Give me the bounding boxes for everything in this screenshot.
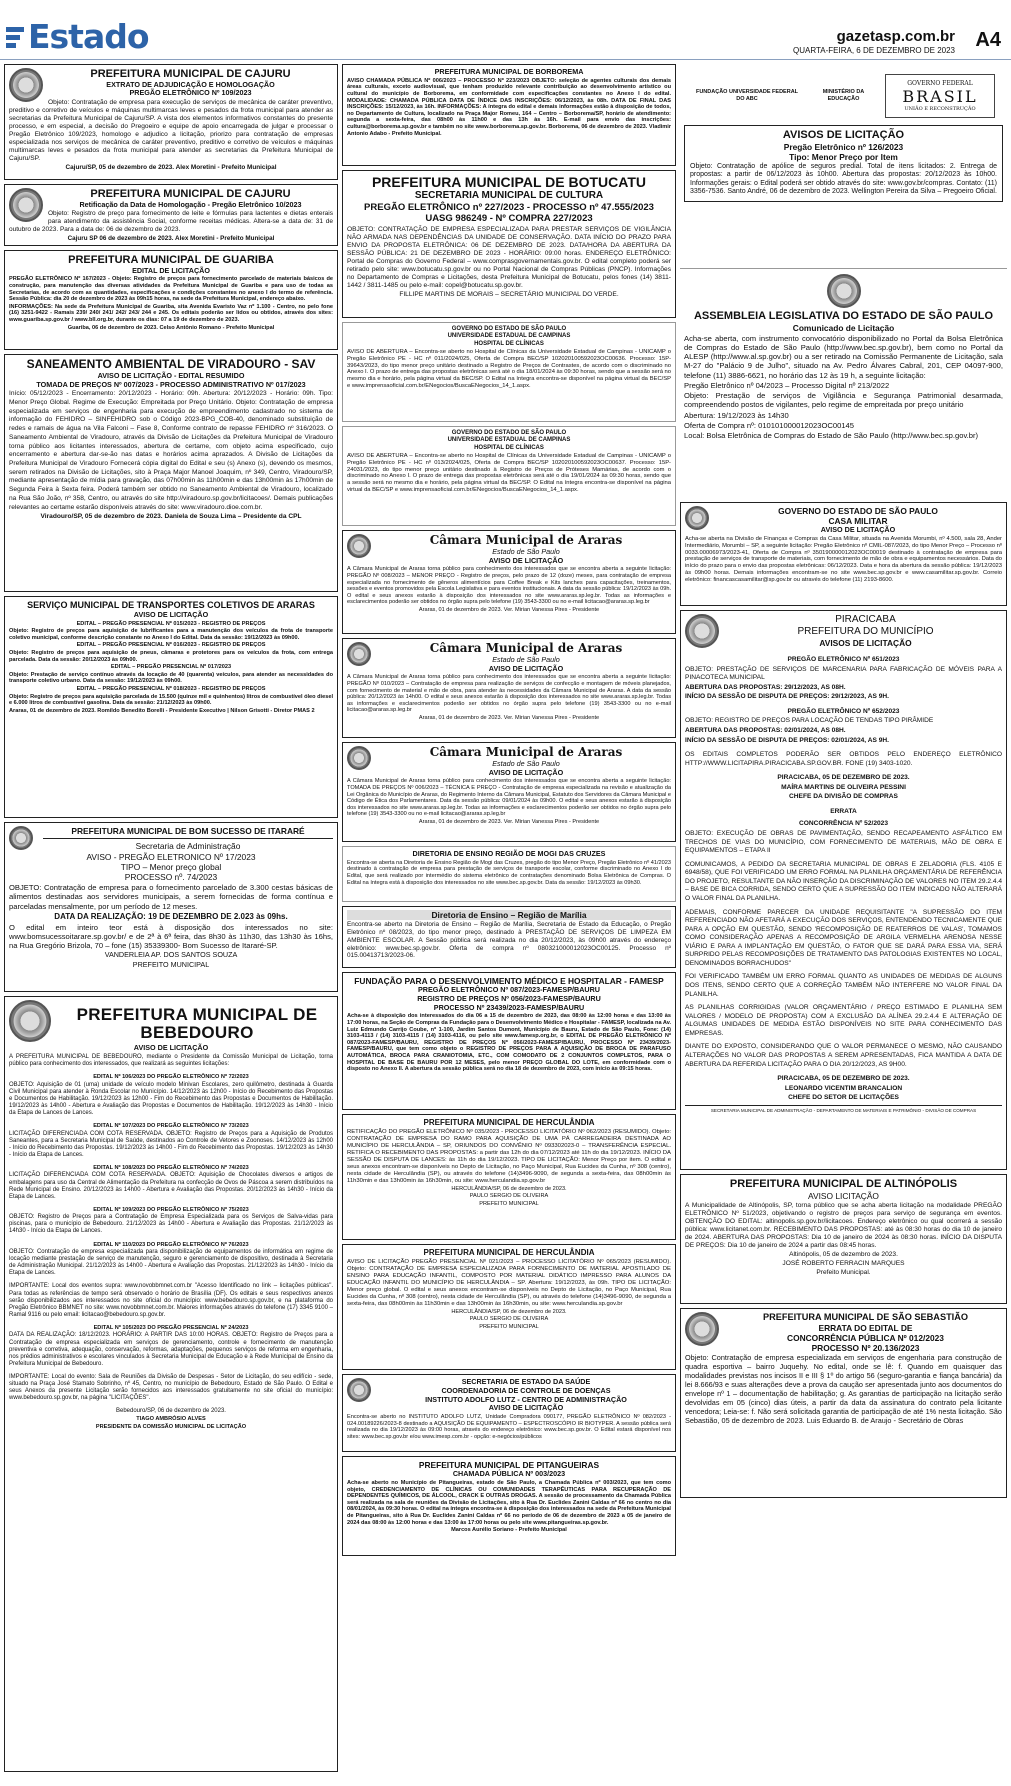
notice-line: Objeto: Prestação de serviços de Vigilância e Segurança Patrimonial desarmada, compreendendo postos de vigilantes, pelo regime de empreitada por preço unitário [684,391,1003,410]
state-seal-icon [347,1378,371,1402]
institution-label: FUNDAÇÃO UNIVERSIDADE FEDERAL DO ABC [695,89,799,102]
notice-subtitle: SECRETARIA MUNICIPAL DE CULTURA [414,190,604,202]
city-seal-icon [9,188,43,222]
edital-heading: EDITAL Nº 108/2023 DO PREGÃO ELETRÔNICO Nº 74/2023 [93,1164,249,1171]
notice-signature-role: PREFEITO MUNICIPAL [479,1200,539,1207]
notice-body: PREGÃO ELETRÔNICO Nº 167/2023 - Objeto: Registro de preços para fornecimento parcelado de materiais básicos de construção, para manutenção das diversas atividades da Prefeitura Municipal de Guariba e para uso de todas as Secretarias, de acordo com as quantidades, especificações e condições constantes no anexo I do termo de referência. Sessão Pública: dia 20 de dezembro de 2023 às 09h15 horas, na sede da Prefeitura Municipal, endereço abaixo. [9,276,333,303]
notice-body: OBJETO: Contratação de empresa para o fornecimento parcelado de 3.300 cestas básicas de alimentos destinadas aos servidores municipais, a serem fornecidas de forma contínua e parceladas mensalmente, por um período de 12 meses. [9,883,333,911]
edital-block [9,1207,333,1236]
notice-subtitle: TOMADA DE PREÇOS Nº 007/2023 - PROCESSO ADMINISTRATIVO Nº 017/2023 [36,379,306,389]
notice-signature-name: TIAGO AMBRÓSIO ALVES [136,1416,206,1423]
notice-subtitle: REGISTRO DE PREÇOS Nº 056/2023-FAMESP/BAURU [417,993,601,1003]
notice-signature-role: PREFEITO MUNICIPAL [479,1323,539,1330]
pregao-object: OBJETO: REGISTRO DE PREÇOS PARA LOCAÇÃO DE TENDAS TIPO PIRÂMIDE [685,717,934,725]
edital-heading: EDITAL Nº 110/2023 DO PREGÃO ELETRÔNICO Nº 76/2023 [93,1241,249,1248]
notice-subtitle: Secretaria de Administração [135,841,241,852]
brand-line: GOVERNO FEDERAL [907,79,973,87]
notice-title: DIRETORIA DE ENSINO REGIÃO DE MOGI DAS CRUZES [412,849,606,858]
notice-subtitle: AVISO DE LICITAÇÃO [820,525,896,535]
edital-text: DATA DA REALIZAÇÃO: 18/12/2023. HORÁRIO: A PARTIR DAS 10:00 HORAS. OBJETO: Registro de Preços para a Contratação de empresa especializada em serviços de gerenciamento, controle e fornecimento de manutenção preventiva e corretiva, adequação, conservação, reformas, adaptações, pequenos serviços de reforma em engenharia, nos prédios administrativos e escolares vinculados à Secretaria Municipal de Educação e à Rede Municipal de Ensino da Prefeitura Municipal de Bebedouro. [9,1332,333,1367]
notice-body: Acha-se aberto no Município de Pitangueiras, estado de São Paulo, a Chamada Pública nº 003/2023, que tem como objeto, CREDENCIAMENTO DE CLÍNICAS OU COMUNIDADES TERAPÊUTICAS PARA RECUPERAÇÃO DE DEPENDENTES QUÍMICOS, DE ÁLCOOL, CRACK E OUTRAS DROGAS. A sessão de processamento da Chamada Pública será realizada na sala de reuniões da Divisão de Licitações, sito à Rua Dr. Euclides Zanini Caldas nº 66 no centro no dia 08/01/2024, às 09:30 horas. O edital na íntegra encontra-se à disposição dos interessados na sede da Prefeitura Municipal de Pitangueiras, sito à Rua Dr. Euclides Zanini Caldas nº 66 no período de 06 de dezembro de 2023 a 05 de janeiro de 2024 das 08:00 às 12:00 horas e das 13:00 às 17:00 horas ou pelo site www.pitangueiras.sp.gov.br. [347,1480,671,1526]
notice-araras-camara-3 [342,742,676,842]
notice-viradouro [4,354,338,592]
notice-signature-name: MAÍRA MARTINS DE OLIVEIRA PESSINI [781,783,906,791]
notice-subtitle: PREGÃO ELETRÔNICO Nº 109/2023 [129,88,252,98]
city-seal-icon [9,1000,51,1042]
column-1 [4,64,338,1776]
concorrencia-heading: CONCORRÊNCIA Nº 52/2023 [798,820,888,828]
notice-signature-name: JOSÉ ROBERTO FERRACIN MARQUES [782,1259,905,1267]
edital-text: OBJETO: Registro de Preços para a Contratação de Empresa Especializada para os Serviços de Salva-vidas para piscinas, para o município de Bebedouro. 21/12/2023 às 14h00 - Abertura e Avaliação das Propostas. 21/12/2023 às 14h30 - Início da Etapa de Lances. [9,1214,333,1235]
notice-state: Estado de São Paulo [492,546,560,556]
column-2 [342,64,676,1560]
notice-footer: SECRETARIA MUNICIPAL DE ADMINISTRAÇÃO - DEPARTAMENTO DE MATERIAIS E PATRIMÔNIO - DIVISÃO DE COMPRAS [710,1107,977,1113]
notice-body: Encontra-se aberto na Diretoria de Ensino – Região de Marília, Secretaria de Estado da Educação, o Pregão Eletrônico nº 08/2023, do tipo menor preço, destinado à PRESTAÇÃO DE SERVIÇOS DE LIMPEZA EM AMBIENTE ESCOLAR. A Sessão pública será realizada no dia 20/12/2023, às 09h00 através do endereço eletrônico: www.bec.sp.gov.br. Oferta de compra nº 080321000012023OC00125. Processo nº 015.00413713/2023-06. [347,921,671,960]
edital-heading: EDITAL Nº 105/2023 DO PREGÃO PRESENCIAL Nº 24/2023 [93,1324,249,1331]
notice-title: AVISOS DE LICITAÇÃO [782,129,905,141]
pregao-session: INÍCIO DA SESSÃO DE DISPUTA DE PREÇOS: 29/12/2023, AS 9H. [685,693,889,701]
edital-text: Objeto: Prestação de serviço contínuo através da locação de 40 (quarenta) veículos, para atender as necessidades do transporte coletivo urbano. Data da sessão: 19/12/2023 às 09h00. [9,671,333,685]
notice-body: Acha-se à disposição dos interessados do dia 06 a 15 de dezembro de 2023, das 08:00 às 12:00 horas e das 13:00 às 17:00 horas, na Seção de Compras da Fundação para o Desenvolvimento Médico e Hospitalar - FAMESP, localizada na Av. Luiz Edmundo Carrijo Coube, nº 1-100, Jardim Santos Dumont, Município de Bauru, Estado de São Paulo, Fone: (14) 3103-4113 / (14) 3103-4115 / (14) 3103-4116, ou pelo site www.famesp.org.br, o EDITAL DE PREGÃO ELETRÔNICO Nº 087/2023-FAMESP/BAURU, REGISTRO DE PREÇOS Nº 056/2023-FAMESP/BAURU, PROCESSO Nº 23439/2023-FAMESP/BAURU, que tem como objeto o REGISTRO DE PREÇOS PARA A AQUISIÇÃO DE BROCA DE PARAFUSO AUTOMÁTICA, BROCA PARA CRANIOTOMIA, ETC., COM COMODATO DE 2 CONJUNTOS COMPLETOS, PARA O HOSPITAL DE BASE DE BAURU POR 12 MESES, pelo menor PREÇO GLOBAL DO LOTE, em conformidade com o disposto no Anexo II. A abertura da sessão pública será no dia 18 de dezembro de 2023, com início às 09:15 horas. [347,1013,671,1073]
notice-title: Diretoria de Ensino – Região de Marília [347,910,671,920]
notice-altinopolis [680,1174,1007,1304]
notice-famesp [342,972,676,1110]
notice-title: PREFEITURA MUNICIPAL DE SÃO SEBASTIÃO [762,1312,969,1322]
notice-body: Acha-se aberta na Divisão de Finanças e Compras da Casa Militar, situada na Avenida Morumbi, nº 4.500, sala 28, Ander Intermediário, Morumbi – SP, a seguinte licitação: Pregão Eletrônico nº CMIL-087/2023, do tipo Menor Preço – Processo nº 0033.00006973/2023-41, Oferta de Compra nº 350190000012023OC00019 destinado à contratação de empresa para prestação de serviços de transporte de materiais, com fornecimento de mão de obra e equipamentos necessários. Data do início do prazo para o envio das propostas eletrônicas: 06/12/2023. Data e hora da abertura da sessão pública: 19/12/2023 às 09h00 horas. Demais informações encontram-se no site www.bec.sp.gov.br e www.casamilitar.sp.gov.br. Correio eletrônico: financascasamilitar@sp.gov.br ou através do telefone (11) 2193-8600. [685,535,1002,583]
notice-subtitle: AVISO DE LICITAÇÃO [133,1043,209,1052]
city-seal-icon [347,746,371,770]
notice-body: Acha-se aberta, com instrumento convocatório disponibilizado no Portal da Bolsa Eletrônica de Compras do Estado de São Paulo (http://www.bec.sp.gov.br), bem como no Portal da ALESP (http://www.al.sp.gov.br) ou a ser retirado na Comissão Permanente de Licitação, sala M-27 do "Palácio 9 de Julho", situado na Av. Pedro Álvares Cabral, 201, CEP 04097-900, telefone (11) 3886-6621, no horário das 12 às 19 h, a seguinte licitação: [684,333,1003,380]
notice-body: A Câmara Municipal de Araras torna público para conhecimento dos interessados que se encontra aberta a seguinte licitação: PREGÃO Nº 008/2023 – MENOR PREÇO - Registro de preços, pelo prazo de 12 (doze) meses, para contratação de empresa especializada no fornecimento de gêneros alimentícios para Coffee Break e Kits lanches para capacitações, treinamentos, sessões e eventos promovidos pela Escola Legislativa e para eventos institucionais. A data da sessão pública: 19/12/2023 às 09h. O edital e seus anexos estarão à disposição dos interessados no site www.araras.sp.leg.br. Todas as informações e esclarecimentos poderão ser obtidos no órgão supra pelo telefone (19) 3543-3300 ou no e-mail licitacao@araras.sp.leg.br [347,566,671,606]
edital-heading: EDITAL Nº 106/2023 DO PREGÃO ELETRÔNICO Nº 72/2023 [93,1073,249,1080]
notice-subtitle: PROCESSO nº. 74/2023 [124,872,218,883]
city-seal-icon [685,1312,719,1346]
notice-araras-camara-2 [342,638,676,738]
notice-botucatu [342,170,676,318]
notice-unicamp-1 [342,322,676,422]
notice-title: PREFEITURA MUNICIPAL DE HERCULÂNDIA [423,1248,595,1257]
notice-line: Local: Bolsa Eletrônica de Compras do Estado de São Paulo (http://www.bec.sp.gov.br) [684,431,979,441]
notice-body: O edital em inteiro teor está à disposição dos interessados no site: www.bomsucessoitarare.sp.gov.br/ e de 2ª à 6ª feira, das 8h30 às 11h30, das 13h30 às 16hs, na Rua Gregório Brizola, 70 – fone (15) 35339300- Bom Sucesso de Itararé-SP. [9,922,333,951]
pregao-session: INÍCIO DA SESSÃO DE DISPUTA DE PREÇOS: 02/01/2024, AS 9H. [685,736,889,744]
ministry-label: MINISTÉRIO DA EDUCAÇÃO [822,89,865,102]
edital-text: OBJETO: Contratação de empresa especializada para disponibilização de equipamentos de informática em regime de locação mediante prestação de serviço de manutenção, seguro e gerenciamento de dispositivo, destinada à Secretaria de Administração Municipal. 21/12/2023 às 14h00 - Abertura e Avaliação das Propostas. 21/12/2023 às 14h30 - Início da Etapa de Lances. [9,1249,333,1277]
edital-block [9,1074,333,1117]
notice-signature: Altinópolis, 05 de dezembro de 2023. [789,1250,898,1258]
notice-body: A Câmara Municipal de Araras torna público para conhecimento dos interessados que se encontra aberta a seguinte licitação: TOMADA DE PREÇOS Nº 006/2023 – TÉCNICA E PREÇO - Contratação de empresa especializada na revisão e atualização da Lei Orgânica do Município de Araras, do Regimento Interno da Câmara Municipal, Estatuto dos Servidores da Câmara Municipal e Código de Ética dos Parlamentares. Data da sessão pública: 09/01/2024 às 09h00. O edital e seus anexos estarão à disposição dos interessados no site www.araras.sp.leg.br. Todas as informações e esclarecimentos poderão ser obtidos no órgão supra pelo telefone (19) 3543-3300 ou no e-mail licitacao@araras.sp.leg.br [347,778,671,818]
notice-title: PREFEITURA MUNICIPAL DE GUARIBA [68,254,274,266]
notice-line: Abertura: 19/12/2023 às 14h30 [684,410,789,420]
city-seal-icon [347,642,371,666]
notice-subtitle: Pregão Eletrônico nº 126/2023 [783,141,904,152]
notice-subtitle: Tipo: Menor Preço por Item [789,151,898,162]
notice-signature: Araras, 01 de dezembro de 2023. Ver. Mirian Vanessa Pires - Presidente [418,818,600,825]
notice-cajuru-2 [4,184,338,246]
notice-subtitle: AVISOS DE LICITAÇÃO [819,638,912,648]
notice-title: PREFEITURA MUNICIPAL DE ALTINÓPOLIS [729,1178,958,1190]
notice-signature-name: PAULO SERGIO DE OLIVEIRA [469,1316,549,1323]
notice-signature: FILLIPE MARTINS DE MORAIS – SECRETÁRIO MUNICIPAL DO VERDE. [399,291,619,299]
edital-text: Objeto: Registro de preços para aquisição de pneus, câmaras e protetores para os veículos da frota, com entrega parcelada. Data da sessão: 20/12/2023 às 09h00. [9,649,333,663]
notice-subtitle: AVISO DE LICITAÇÃO [488,663,564,673]
notice-title: PREFEITURA MUNICIPAL DE PITANGUEIRAS [418,1460,600,1470]
column-3 [680,64,1007,1502]
notice-subtitle: PREGÃO ELETRÔNICO Nº 087/2023-FAMESP/BAURU [418,985,600,995]
editais-info: OS EDITAIS COMPLETOS PODERÃO SER OBTIDOS PELO ENDEREÇO ELETRÔNICO HTTP://WWW.LICITAPIRA.PIRACICABA.SP.GOV.BR. FONE (19) 3403-1020. [685,751,1002,767]
notice-signature-name: LEONARDO VICENTIM BRANCALION [784,1084,903,1092]
notice-title: FUNDAÇÃO PARA O DESENVOLVIMENTO MÉDICO E HOSPITALAR - FAMESP [354,976,664,986]
notice-title: PREFEITURA MUNICIPAL DE BORBOREMA [434,67,584,76]
notice-bebedouro [4,996,338,1772]
notice-header: HOSPITAL DE CLÍNICAS [474,340,544,347]
notice-guariba [4,250,338,350]
notice-title: Câmara Municipal de Araras [429,533,623,547]
errata-paragraph: AS PLANILHAS CORRIGIDAS (VALOR ORÇAMENTÁRIO / PREÇO ESTIMADO E PLANILHA SEM VALORES / MODELO DE PROPOSTA) COM A EXCLUSÃO DA ALÍNEA 29.2.4.4 E ALTERAÇÃO DE ALGUMAS UNIDADES DE MEDIDA ESTÃO DISPONÍVEIS NO SITE PARA CONHECIMENTO DAS EMPRESAS. [685,1004,1002,1037]
notice-subtitle: AVISO - PREGÃO ELETRONICO Nº 17/2023 [86,852,256,862]
notice-signature-name: PAULO SERGIO DE OLIVEIRA [469,1193,549,1200]
notice-title: ASSEMBLEIA LEGISLATIVA DO ESTADO DE SÃO PAULO [693,310,994,322]
notice-title: PREFEITURA MUNICIPAL DE BOM SUCESSO DE ITARARÉ [71,826,305,836]
notice-line: Oferta de Compra nº: 010101000012023OC00145 [684,420,854,430]
notice-header: CASA MILITAR [828,516,888,527]
notice-cajuru-1 [4,64,338,180]
errata-paragraph: DIANTE DO EXPOSTO, CONSIDERANDO QUE O VALOR PERMANECE O MESMO, NÃO CAUSANDO ALTERAÇÕES NO VALOR DAS PROPOSTAS A SEREM APRESENTADAS, FICA MANTIDA A DATA DE ABERTURA DA REFERIDA LICITAÇÃO PARA O DIA 20/12/2023, AS 9H00. [685,1043,1002,1068]
notice-subtitle: AVISO DE LICITAÇÃO [488,1403,564,1413]
notice-body: AVISO DE LICITAÇÃO PREGÃO PRESENCIAL Nº 021/2023 – PROCESSO LICITATÓRIO Nº 065/2023 (RESUMIDO). Objeto: CONTRATAÇÃO DE EMPRESA ESPECIALIZADA PARA FORNECIMENTO DE MATERIAL APOSTILADO DE ENSINO PARA EDUCAÇÃO INFANTIL, COMPOSTO POR MATERIAL DIDÁTICO IMPRESSO PARA ALUNOS DA EDUCAÇÃO INFANTIL DO MUNICÍPIO DE HERCULÂNDIA – SP. Abertura: 19/12/2023, às 09h. TIPO DE LICITAÇÃO: Menor preço global. O edital e seus anexos encontram-se disponíveis no Depto de Licitação, no Paço Municipal, Rua Eucides da Cunha, nº 308 (centro), nesta cidade de Herculândia (SP), ou através do telefone (14)3496-9090, de segunda a sexta-feira, das 08h00min às 11h30min e das 13h00min às 16h30min, ou site: www.herculandia.sp.gov.br [347,1258,671,1307]
notice-important: IMPORTANTE: Local do evento: Sala de Reuniões da Divisão de Despesas - Setor de Licitação, do seu edifício - sede, situado na Praça José Stamato Sobrinho, nº 45, Centro, no município de Bebedouro, Estado de São Paulo. O Edital e seus Anexos da presente Licitação serão fornecidos aos interessados gratuitamente no site oficial do município: www.bebedouro.sp.gov.br, na página "LICITAÇÕES". [9,1373,333,1402]
notice-body: AVISO CHAMADA PÚBLICA Nº 006/2023 – PROCESSO Nº 223/2023 OBJETO: seleção de agentes culturais dos demais áreas culturais, exceto audiovisual, que tenham produzido relevante contribuição ao desenvolvimento artístico ou cultural do município de Borborema, em conformidade com especificações constantes no Anexo I do edital. MODALIDADE: CHAMADA PÚBLICA DATA DE ÍNDICE DAS INSCRIÇÕES: 06/12/2023, às 08h. DATA DE FINAL DAS INSCRIÇÕES: 15/12/2023, às 16h. INFORMAÇÕES: A íntegra do edital e demais informações estão à disposição de todos, no Departamento de Cultura, localizado na Praça Major Romeu, 164 – Centro – Borborema/SP, horário de atendimento: segunda a sexta-feira, das 08h00 às 11h00 e das 13h às 16h. E-mail para envio das inscrições: cultura@borborema.sp.gov.br e também no site www.borborema.sp.gov.br. Borborema, 06 de dezembro de 2023. Vladimir Antonio Adabo - Prefeito Municipal. [347,77,671,137]
notice-signature-role: PRESIDENTE DA COMISSÃO MUNICIPAL DE LICITAÇÃO [95,1423,247,1430]
edital-heading: EDITAL – PREGÃO PRESENCIAL Nº 018/2023 - REGISTRO DE PREÇOS [76,685,266,692]
notice-header: UNIVERSIDADE ESTADUAL DE CAMPINAS [447,437,571,444]
notice-subtitle: EXTRATO DE ADJUDICAÇÃO E HOMOLOGAÇÃO [106,79,275,89]
notice-body: A Câmara Municipal de Araras torna público para conhecimento dos interessados que se encontra aberta a seguinte licitação: PREGÃO Nº 010/2023 – Contratação de empresa para realização de serviços de confecção e montagem de móveis planejados, com fornecimento de material e mão de obra, para atender às necessidades da Câmara Municipal de Araras. A data da sessão pública: 20/12/2023 às 14h00. O edital e seus anexos estarão à disposição dos interessados no site www.araras.sp.leg.br. Todas as informações e esclarecimentos poderão ser obtidos no órgão supra pelo telefone (19) 3543-3300 ou no e-mail licitacao@araras.sp.leg.br [347,674,671,714]
edital-block [9,1123,333,1159]
state-seal-icon [827,274,861,308]
notice-subtitle: AVISO DE LICITAÇÃO [488,767,564,777]
notice-mogi [342,846,676,902]
notice-signature: Araras, 01 de dezembro de 2023. Ver. Mirian Vanessa Pires - Presidente [418,606,600,613]
notice-body: Objeto: Contratação de empresa especializada em serviços de engenharia para construção de quadra esportiva – bairro Juquehy. No edital, onde se lê: f. Quando em quaisquer das modalidades previstas nos incisos II e III § 1º do artigo 56 (seguro-garantia e fiança bancária) da lei 8.666/93 e suas alterações deve a prova da caução ser apresentada junto aos documentos do envelope nº 1 – documentação de habilitação; g. As garantias de participação na licitação serão devolvidas em 05 (cinco) dias úteis, a partir da data da assinatura do contrato pela licitante vencedora; Leia-se: f. Não será solicitada garantia de participação de até 1% nesta licitação. São Sebastião, 05 de dezembro de 2023. Luis Eduardo B. de Araujo - Secretário de Obras [685,1353,1002,1425]
notice-ufabc [680,64,1007,264]
notice-signature: Cajuru SP 06 de dezembro de 2023. Alex Moretini - Prefeito Municipal [67,235,275,243]
notice-subtitle: PROCESSO Nº 20.136/2023 [811,1343,920,1354]
notice-title: Câmara Municipal de Araras [429,641,623,655]
notice-araras-camara-1 [342,530,676,634]
notice-signature: VANDERLEIA AP. DOS SANTOS SOUZA [104,950,238,960]
notice-signature: Viradouro/SP, 05 de dezembro de 2023. Daniela de Souza Lima – Presidente da CPL [40,513,302,521]
notice-body: AVISO DE ABERTURA – Encontra-se aberto no Hospital de Clínicas da Universidade Estadual de Campinas - UNICAMP o Pregão Eletrônico PE - HC nº 013/2024/025, Oferta de Compra BEC/SP 102020100592023OC00637. Processo: 15P-24031/2023, do tipo menor preço unitário destinado à Registro de Preços de Próteses Mamárias, de acordo com o discriminado no Anexo I. O prazo de entrega das propostas eletrônicas será até o dia 19/01/2024 às 09:30 horas, sendo que a sessão será no mesmo dia e horário, pela página virtual da BEC/SP. O Edital na íntegra encontra-se disponível na página virtual da BEC/SP e www.imprensaoficial.com.br/ENegocios/BuscaENegocios_14_1.aspx. [347,452,671,494]
government-band [684,67,1003,125]
notice-body: Objeto: Contratação de empresa para execução de serviços de mecânica de caráter preventivo, preditivo e corretivo de veículos e máquinas multimarcas leves e pesados da frota municipal para atender as secretarias da Prefeitura Municipal de Cajuru/SP. A vista dos elementos informativos constantes do presente processo, e em especial, a decisão do Pregoeiro e equipe de apoio encarregada de julgar e processar o Pregão Eletrônico 109/2023, homologo e adjudico a licitação, priorizo para contratação de empresas especializada nos serviços de mecânica de caráter preventivo, preditivo e corretivo de veículos e máquinas multimarcas leves e pesados da frota municipal para atender as secretarias da Prefeitura Municipal de Cajuru/SP. [9,99,333,163]
notice-state: Estado de São Paulo [492,758,560,768]
city-seal-icon [9,68,43,102]
notice-date: DATA DA REALIZAÇÃO: 19 DE DEZEMBRO DE 2.023 às 09hs. [54,911,288,921]
notice-signature: Cajuru/SP, 05 de dezembro de 2023. Alex Moretini - Prefeito Municipal [65,164,277,172]
site-url[interactable]: gazetasp.com.br [836,28,955,45]
notice-signature: Bebedouro/SP, 06 de dezembro de 2023. [116,1408,226,1415]
notice-body: Objeto: Contratação de apólice de seguros predial. Total de itens licitados: 2. Entrega de propostas: a partir de 06/12/2023 às 10h00. Abertura das propostas: 20/12/2023 às 10h00. Informações gerais: o Edital poderá ser obtido através do site: www.gov.br/compras. Contato: (11) 3356-7536. Santo André, 06 de dezembro de 2023. Wellington Pereira da Silva – Pregoeiro Oficial. [690,162,997,196]
page-number: A4 [975,29,1001,51]
edital-text: OBJETO: Aquisição de 01 (uma) unidade de veículo modelo Minivan Escolares, zero quilômetro, destinada à Guarda Civil Municipal para atender à Ronda Escolar no Município. 14/12/2023 às 12h00 - Início do Recebimento das Propostas e Documentos de Habilitação. 19/12/2023 às 12h00 - Fim do Recebimento das Propostas e Documentos de Habilitação. 19/12/2023 às 14h00 - Abertura e Avaliação das Propostas e Documentos de Habilitação. 19/12/2023 às 14h30 - Início da Etapa de Lances de Lances. [9,1081,333,1116]
brand-tagline: UNIÃO E RECONSTRUÇÃO [904,106,976,113]
notice-bom-sucesso [4,822,338,992]
notice-marilia [342,906,676,968]
errata-paragraph: FOI VERIFICADO TAMBÉM UM ERRO FORMAL QUANTO AS UNIDADES DE MEDIDAS DE ALGUNS DOS ITENS, SENDO CERTO QUE A CORREÇÃO TAMBÉM NÃO INTERFERE NO VALOR FINAL DA PLANILHA. [685,973,1002,998]
notice-signature-role: Prefeito Municipal. [816,1268,871,1276]
notice-signature-role: PREFEITO MUNICIPAL [132,960,210,970]
notice-title-2: PREFEITURA DO MUNICÍPIO [797,626,934,637]
notice-subtitle: Retificação da Data de Homologação - Pregão Eletrônico 10/2023 [79,199,302,209]
notice-alesp [680,268,1007,498]
edital-block [9,1165,333,1201]
notice-date: PIRACICABA, 05 DE DEZEMBRO DE 2023. [777,1075,910,1083]
notice-subtitle: ERRATA DO EDITAL DE [818,1323,913,1334]
concorrencia-object: OBJETO: EXECUÇÃO DE OBRAS DE PAVIMENTAÇÃO, SENDO RECAPEAMENTO ASFÁLTICO EM TRECHOS DE VIAS DO MUNICÍPIO, COM FORNECIMENTO DE MATERIAIS, MÃO DE OBRA E EQUIPAMENTOS – ETAPA II [685,830,1002,855]
notice-pitangueiras [342,1456,676,1556]
brasil-logo [885,74,995,118]
notice-date: PIRACICABA, 05 DE DEZEMBRO DE 2023. [777,774,910,782]
errata-paragraph: ADEMAIS, CONFORME PARECER DA UNIDADE REQUISITANTE "A SUPRESSÃO DO ITEM REFERENCIADO NÃO AFETARÁ A EXECUÇÃO DOS SERVIÇOS, ENTENDENDO TECNICAMENTE QUE PARA A OPÇÃO EM QUESTÃO, SENDO 'RECOMPOSIÇÃO DE REATERROS DE VALAS', TOMAMOS COMO CONSIDERAÇÃO APENAS A RECOMPOSIÇÃO DE ARGILA VERMELHA ARENOSA NESSE VIÁRIO E PARA A IMPLANTAÇÃO EM QUESTÃO, O FATOR QUE SE DARÁ PARA ESSA VIA, SERÁ SURPRIDO PELAS RECOMPOSIÇÕES DE TRATAMENTO DAS PATOLOGIAS EXISTENTES NO LOCAL, DENOMINADOS BORRACHUDOS" [685,908,1002,967]
notice-subtitle: UASG 986249 - Nº COMPRA 227/2023 [425,213,593,225]
notice-signature: HERCULÂNDIA/SP, 06 de dezembro de 2023. [451,1308,567,1315]
city-seal-icon [9,826,33,850]
notice-body: AVISO DE ABERTURA – Encontra-se aberto no Hospital de Clínicas da Universidade Estadual de Campinas - UNICAMP o Pregão Eletrônico PE - HC nº 011/2024/025, Oferta de Compra BEC/SP 102020100592023OC00636. Processo: 15P-39643/2023, do tipo menor preço unitário destinado a Registro de Preços de Contrastes, de acordo com o discriminado no Anexo I. O prazo de entrega das propostas eletrônicas será até o dia 18/01/2024 às 09:30 horas, sendo que a sessão será no mesmo dia e horário, pela página virtual da BEC/SP. O Edital na íntegra encontra-se disponível na página virtual da BEC/SP e www.imprensaoficial.com.br/ENegocios/BuscaENegocios_14_1.aspx. [347,348,671,390]
state-seal-icon [685,506,709,530]
notice-title: SANEAMENTO AMBIENTAL DE VIRADOURO - SAV [26,357,316,371]
notice-subtitle: AVISO DE LICITAÇÃO - EDITAL RESUMIDO [97,370,245,380]
notice-header: UNIVERSIDADE ESTADUAL DE CAMPINAS [447,333,571,340]
notice-subtitle: TIPO – Menor preço global [120,862,222,873]
notice-title: PREFEITURA MUNICIPAL DE CAJURU [90,68,291,80]
notice-title: SERVIÇO MUNICIPAL DE TRANSPORTES COLETIVOS DE ARARAS [27,600,315,610]
notice-header: HOSPITAL DE CLÍNICAS [474,444,544,451]
notice-body: Encontra-se aberta na Diretoria de Ensino Região de Mogi das Cruzes, pregão do tipo Menor Preço, Pregão Eletrônico nº 41/2023 destinado à contratação de empresa para prestação de serviços de transporte escolar, conforme discriminado no Anexo I do Edital, que será realizado por intermédio do sistema eletrônico de contratações denominado Bolsa Eletrônica de Compras. O Edital na íntegra está à disposição dos interessados no site www.bec.sp.gov.br. Data da sessão: 19/12/2023 às 09h30. [347,859,671,886]
notice-header: COORDENADORIA DE CONTROLE DE DOENÇAS [441,1385,611,1395]
pregao-opening: ABERTURA DAS PROPOSTAS: 02/01/2024, AS 08H. [685,726,846,734]
notice-subtitle: EDITAL DE LICITAÇÃO [132,265,210,275]
edital-heading: EDITAL Nº 107/2023 DO PREGÃO ELETRÔNICO Nº 73/2023 [93,1122,249,1129]
notice-state: Estado de São Paulo [492,654,560,664]
notice-header: GOVERNO DO ESTADO DE SÃO PAULO [451,326,567,332]
notice-subtitle: PREGÃO ELETRÔNICO nº 227/2023 - PROCESSO nº 47.555/2023 [364,202,654,214]
edital-text: Objeto: Registro de preços para aquisição parcelada de 15.500 (quinze mil e quinhentos) litros de combustível óleo diesel e 6.000 litros de combustível gasolina. Data da sessão: 21/12/2023 às 09h00. [9,693,333,707]
notice-intro: A PREFEITURA MUNICIPAL DE BEBEDOURO, mediante o Presidente da Comissão Municipal de Licitação, torna público para conhecimento dos interessados, que realizará as seguintes licitações: [9,1053,333,1067]
edition-date: QUARTA-FEIRA, 6 DE DEZEMBRO DE 2023 [793,46,955,55]
notice-title: PREFEITURA MUNICIPAL DE BEBEDOURO [76,1005,318,1042]
notice-subtitle: CHAMADA PÚBLICA Nº 003/2023 [452,1469,566,1479]
notice-header: INSTITUTO ADOLFO LUTZ - CENTRO DE ADMINISTRAÇÃO [425,1394,627,1404]
notice-body: Encontra-se aberto no INSTITUTO ADOLFO LUTZ, Unidade Compradora 090177, PREGÃO ELETRÔNICO Nº 082/2023 - 024.00189226/2023-8 destinado a AQUISIÇÃO DE EQUIPAMENTO – ESPECTROSCÓPIO IR BIOTYPER. A sessão pública será realizada no dia 19/12/2023 às 09:00 horas, através do endereço eletrônico: www.bec.sp.gov.br. O Edital estará disponível nos sites: www.bec.sp.gov.br e/ou www.imesp.com.br - opção: e-negócios/públicos [347,1414,671,1440]
notice-araras-transportes [4,596,338,818]
notice-body: Objeto: Registro de preço para fornecimento de leite e fórmulas para lactentes e dietas enterais para atendimento da assistência Social, conforme receitas médicas. Altera-se a data de: 31 de outubro de 2023. Para a data de: 06 de dezembro de 2023. [9,210,333,234]
notice-subtitle: PROCESSO Nº 23439/2023-FAMESP/BAURU [433,1002,585,1012]
notice-info: INFORMAÇÕES: Na sede da Prefeitura Municipal de Guariba, sita Avenida Evaristo Vaz nº 1.100 - Centro, no pelo fone (16) 3251-9422 - Ramais 239/ 240/ 241/ 242/ 243/ 244 e 245. Os editais poderão ser lidos ou obtidos, através dos sites: www.guariba.sp.gov.br / www.bll.org.br, durante os dias: 07 a 19 de dezembro de 2023. [9,303,333,323]
notice-title: Câmara Municipal de Araras [429,745,623,759]
city-seal-icon [347,534,371,558]
notice-header: GOVERNO DO ESTADO DE SÃO PAULO [778,506,938,516]
notice-title: PREFEITURA MUNICIPAL DE BOTUCATU [371,174,647,190]
notice-body: OBJETO: CONTRATAÇÃO DE EMPRESA ESPECIALIZADA PARA PRESTAR SERVIÇOS DE VIGILÂNCIA NÃO ARMADA NAS DEPENDÊNCIAS DA UNIDADE DE CONSERVAÇÃO. DATA INÍCIO DO PRAZO PARA ENVIO DA PROPOSTA ELETRÔNICA: 06 DE DEZEMBRO DE 2023. DATA/HORA DA ABERTURA DA SESSÃO PÚBLICA: 21 DE DEZEMBRO DE 2023 - HORÁRIO: 09:00 horas. ENDEREÇO ELETRÔNICO: Portal de Compras do Governo Federal – www.comprasgovernamentais.gov.br. O edital completo poderá ser retirado pelo site: www.botucatu.sp.gov.br ou no Portal Nacional de Compras Públicas (PNCP). Informações no Departamento de Compras e Licitações, desta Prefeitura Municipal de Botucatu, pelos fones (14) 3811-1442 / 3811-1485 ou pelo e-mail: copel@botucatu.sp.gov.br. [347,225,671,290]
notice-subtitle: AVISO DE LICITAÇÃO [133,609,209,619]
edital-heading: EDITAL – PREGÃO PRESENCIAL Nº 016/2023 - REGISTRO DE PREÇOS [76,642,266,649]
stripes-icon [6,27,24,48]
pregao-opening: ABERTURA DAS PROPOSTAS: 29/12/2023, AS 08H. [685,683,846,691]
edital-heading: EDITAL Nº 109/2023 DO PREGÃO ELETRÔNICO Nº 75/2023 [93,1206,249,1213]
pregao-heading: PREGÃO ELETRÔNICO Nº 651/2023 [787,656,900,663]
notice-header: GOVERNO DO ESTADO DE SÃO PAULO [451,430,567,436]
notice-subtitle: Comunicado de Licitação [792,322,895,333]
brand-word: BRASIL [902,86,978,106]
notice-title: PIRACICABA [835,614,896,625]
city-seal-icon [685,614,719,648]
notice-signature: Guariba, 06 de dezembro de 2023. Celso Antônio Romano - Prefeito Municipal [67,324,275,331]
notice-piracicaba [680,610,1007,1170]
edital-text: LICITAÇÃO DIFERENCIADA COM COTA RESERVADA. OBJETO: Aquisição de Chocolates diversos e artigos de embalagens para uso da Central de Alimentação da Prefeitura na confecção de Ovos de Páscoa a serem distribuídos na Rede Municipal de Ensino. 20/12/2023 às 14h00 - Abertura e Avaliação das Propostas. 20/12/2023 às 14h30 - Início da Etapa de Lances. [9,1172,333,1200]
notice-borborema [342,64,676,166]
notice-herculandia-2 [342,1244,676,1370]
edital-block [9,1242,333,1278]
edital-heading: EDITAL – PREGÃO PRESENCIAL Nº 015/2023 - REGISTRO DE PREÇOS [76,620,266,627]
newspaper-logo[interactable] [6,16,149,56]
errata-paragraph: COMUNICAMOS, A PEDIDO DA SECRETARIA MUNICIPAL DE OBRAS E ZELADORIA (FLS. 4105 E 6948/58), QUE FOI VERIFICADO UM ERRO FORMAL NA PLANILHA ORÇAMENTÁRIA DE REFERÊNCIA DO PROJETO, RESULTANTE DA NÃO INSERÇÃO DA DISCRIMINAÇÃO DE VALORES NO ITEM 29.2.4.4 – BASE DE BICA CORRIDA, SENDO CERTO QUE A SUPRESSÃO DO ITEM INDICADO NÃO ALTERARÁ O VALOR FINAL DA PLANILHA. [685,860,1002,902]
notice-signature-role: CHEFE DO SETOR DE LICITAÇÕES [788,1094,899,1102]
notice-body: A Municipalidade de Altinópolis, SP, torna público que se acha aberta licitação na modalidade PREGÃO ELETRÔNICO Nº 51/2023, objetivando o registro de preços para serviço de segurança em eventos. OBTENÇÃO DO EDITAL: altinopolis.sp.gov.br/licitacoes. Endereço eletrônico ou qual ocorrerá a sessão pública: www.licitanet.com.br. RECEBIMENTO DAS PROPOSTAS: até às 08:30 horas do dia 10 de janeiro de 2024. ABERTURA DAS PROPOSTAS: Dia 10 de janeiro de 2024 às 08:30 horas. INÍCIO DA DISPUTA DE PREÇOS: Dia 10 de janeiro de 2024 a partir das 08:45 horas. [685,1201,1002,1249]
pregao-heading: PREGÃO ELETRÔNICO Nº 652/2023 [787,707,900,715]
edital-text: Objeto: Registro de preços para aquisição de lubrificantes para a manutenção dos veículos da frota de transporte coletivo municipal, conforme descrição constante no Anexo I do Edital. Data da sessão: 19/12/2023 às 09h00. [9,628,333,641]
notice-subtitle: AVISO LICITAÇÃO [808,1190,879,1201]
notice-subtitle: AVISO DE LICITAÇÃO [488,555,564,565]
notice-saude [342,1374,676,1452]
logo-text: Estado [28,16,149,56]
notice-unicamp-2 [342,426,676,526]
notice-signature: HERCULÂNDIA/SP, 06 de dezembro de 2023. [451,1185,567,1192]
notice-signature: Araras, 01 de dezembro de 2023. Ver. Mirian Vanessa Pires - Presidente [418,714,600,721]
edital-heading: EDITAL – PREGÃO PRESENCIAL Nº 017/2023 [110,664,232,671]
notice-title: PREFEITURA MUNICIPAL DE HERCULÂNDIA [423,1118,595,1127]
notice-subtitle: CONCORRÊNCIA PÚBLICA Nº 012/2023 [787,1333,944,1344]
notice-signature: Araras, 01 de dezembro de 2023. Romildo Benedito Borelli - Presidente Executivo | Nilson Grisotti - Diretor PMAS 2 [9,707,315,714]
errata-heading: ERRATA [830,807,857,815]
notice-sao-sebastiao [680,1308,1007,1498]
edital-text: LICITAÇÃO DIFERENCIADA COM COTA RESERVADA. OBJETO: Registro de Preços para a Aquisição de Produtos Saneantes, para a Secretaria Municipal de Saúde, destinados ao Controle de Vetores e Zoonoses. 14/12/2023 às 12h00 - Início do Recebimento das Propostas. 19/12/2023 às 14h00 - Fim do Recebimento das Propostas. 19/12/2023 às 14h30 - Início da Etapa de Lances. [9,1130,333,1158]
notice-line: Pregão Eletrônico nº 04/2023 – Processo Digital nº 213/2022 [684,380,890,390]
notice-title: PREFEITURA MUNICIPAL DE CAJURU [90,188,291,200]
notice-casa-militar [680,502,1007,606]
notice-signature: Marcos Aurélio Soriano - Prefeito Municipal [451,1527,567,1534]
notice-body: Início: 05/12/2023 - Encerramento: 20/12/2023 - Horário: 09h. Abertura: 20/12/2023 - Horário: 09h. Tipo: Menor Preço Global. Regime de Execução: Empreitada por Preço Unitário. Objeto: Contratação de empresa especializada em serviços de engenharia para execução de empreendimento cadastrado no sistema de informação do FEHIDRO – SINFEHIDRO sob o Código 2023-BPG_COB-40, denominado substituição de redes e ramais de água na Vila Falconi – Fase 8, Conforme contrato de repasse FEHIDRO nº 316/2023. O Saneamento Ambiental de Viradouro, através da Divisão de Licitações da Prefeitura Municipal de Viradouro torna público aos licitantes interessados, abertura de certame, com objeto acima especificado, cujo encerramento e abertura dar-se-ão nas datas e horários acima aprazados. A Divisão de Licitações da Prefeitura Municipal de Viradouro Fornecerá cópia digital do Edital e seu (s) Anexo (s), devendo os mesmos, serem retirados na Divisão de Licitações, sito à Praça Major Manoel Joaquim, nº 349, Centro, Viradouro/SP, mediante apresentação de mídia para gravação, das 07h00min às 11h00min e das 13h00min às 17h00min de Segunda Feira à Sexta feira. Poderá também ser obtido no Saneamento Ambiental de Viradouro, localizado na Rua São João, nº 358, Centro, ou através do site http://viradouro.sp.gov.br/licitacoes/. Demais publicações relevantes ao certame estarão disponíveis através do site: www.viradouro.dioe.com.br. [9,390,333,511]
notice-herculandia-1 [342,1114,676,1240]
masthead [0,0,1011,60]
notice-important: IMPORTANTE: Local dos eventos supra: www.novobbmnet.com.br "Acesso Identificado no link – licitações públicas". Para todas as referências de tempo será observado o horário de Brasília (DF). Os editais e seus respectivos anexos serão disponibilizados aos interessados no site oficial do município: www.bebedouro.sp.gov.br, e na plataforma do Pregão Eletrônico BBMNET no site: www.novobbmnet.com.br. Maiores informações através do telefone (17) 3345 9100 – Ramal 9116 ou pelo email: licitacao@bebedouro.sp.gov.br. [9,1283,333,1318]
notice-header: SECRETARIA DE ESTADO DA SAÚDE [461,1377,591,1386]
pregao-object: OBJETO: PRESTAÇÃO DE SERVIÇOS DE MARCENARIA PARA FABRICAÇÃO DE MÓVEIS PARA A PINACOTECA MUNICIPAL [685,665,1002,682]
notice-signature-role: CHEFE DA DIVISÃO DE COMPRAS [789,793,898,801]
notice-body: RETIFICAÇÃO DO PREGÃO ELETRÔNICO Nº 035/2023 - PROCESSO LICITATÓRIO Nº 062/2023 (RESUMIDO). Objeto: CONTRATAÇÃO DE EMPRESA DO RAMO PARA AQUISIÇÃO DE UMA PÁ CARREGADEIRA DESTINADA AO MUNICÍPIO DE HERCULÂNDIA – SP, ORIUNDOS DO CONVÊNIO Nº 093302023-0 – TRANSFERÊNCIA ESPECIAL. RETIFICA O RECEBIMENTO DAS PROPOSTAS: a partir das 12h do dia 07/12/2023 até 11h do dia 19/12/2023. INÍCIO DA SESSÃO DE DISPUTA DE LANCES: às 11h do dia 19/12/2023. TIPO DE LICITAÇÃO: Menor Preço por item. O edital e seus anexos encontram-se disponíveis no Depto de Licitação, no Paço Municipal, Rua Eucides da Cunha, nº 308 (centro), nesta cidade de Herculândia (SP), ou através do telefone (14)3496-9090, de segunda a sexta-feira, das 08h00min às 11h30min e das 13h00min às 16h30min, ou site: www.herculandia.sp.gov.br [347,1128,671,1184]
